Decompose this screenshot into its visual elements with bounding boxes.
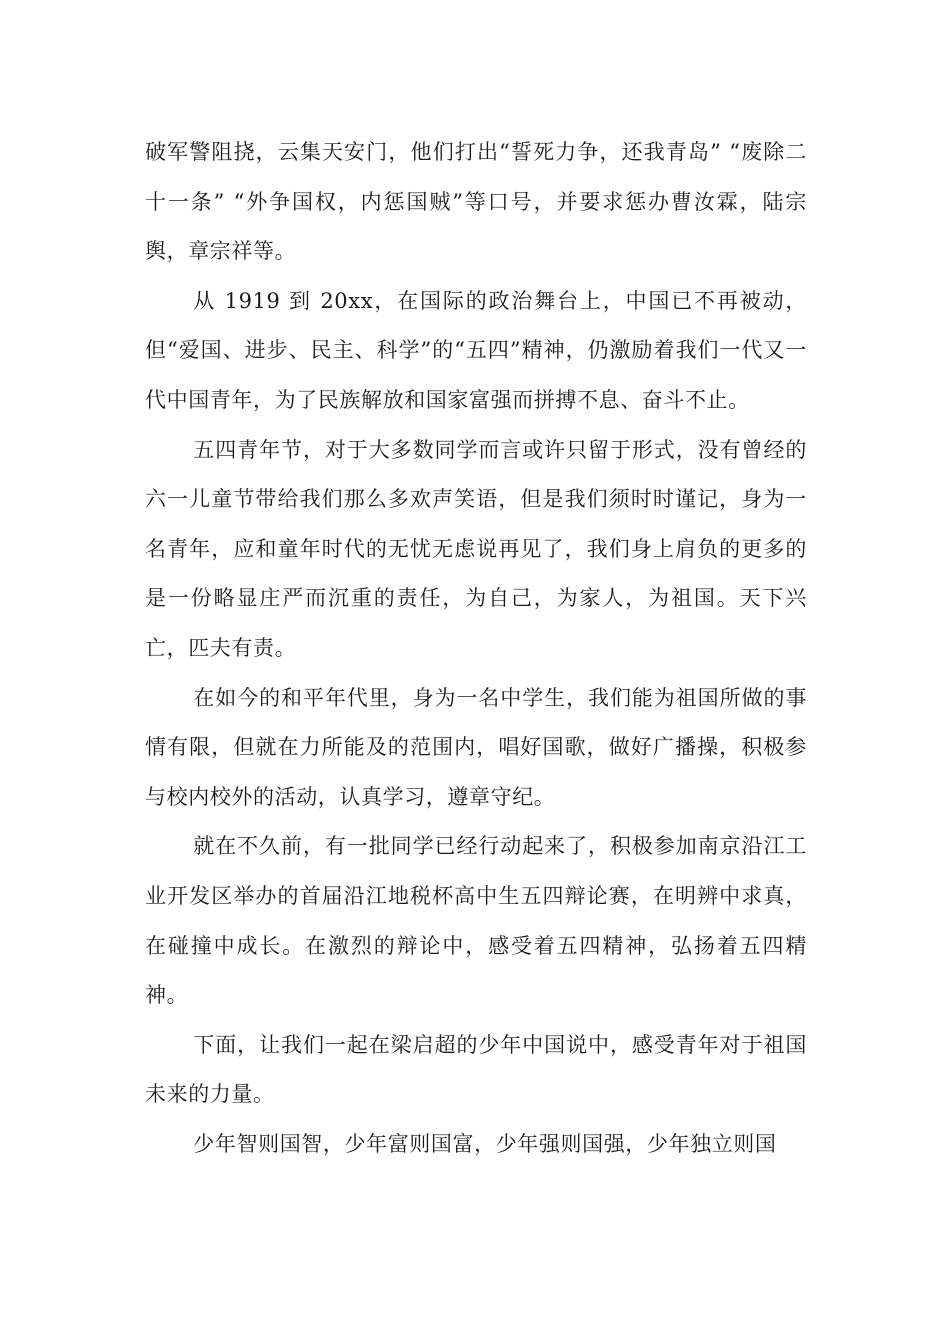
- paragraph-3: 五四青年节，对于大多数同学而言或许只留于形式，没有曾经的六一儿童节带给我们那么多欢声笑语，但是我们须时时谨记，身为一名青年，应和童年时代的无忧无虑说再见了，我们身上肩负的更多的是一份略显庄严而沉重的责任，为自己，为家人，为祖国。天下兴亡，匹夫有责。: [145, 437, 807, 660]
- paragraph-4: 在如今的和平年代里，身为一名中学生，我们能为祖国所做的事情有限，但就在力所能及的范围内，唱好国歌，做好广播操，积极参与校内校外的活动，认真学习，遵章守纪。: [145, 685, 807, 809]
- document-body: [145, 128, 807, 1169]
- paragraph-7: 少年智则国智，少年富则国富，少年强则国强，少年独立则国: [193, 1131, 777, 1156]
- paragraph-2: 从 1919 到 20xx，在国际的政治舞台上，中国已不再被动，但“爱国、进步、民主、科学”的“五四”精神，仍激励着我们一代又一代中国青年，为了民族解放和国家富强而拼搏不息、奋斗不止。: [145, 288, 807, 412]
- paragraph-5: 就在不久前，有一批同学已经行动起来了，积极参加南京沿江工业开发区举办的首届沿江地税杯高中生五四辩论赛，在明辨中求真，在碰撞中成长。在激烈的辩论中，感受着五四精神，弘扬着五四精神。: [145, 834, 807, 1008]
- paragraph-6: 下面，让我们一起在梁启超的少年中国说中，感受青年对于祖国未来的力量。: [145, 1032, 807, 1107]
- paragraph-1: 破军警阻挠，云集天安门，他们打出“誓死力争，还我青岛” “废除二十一条” “外争国权，内惩国贼”等口号，并要求惩办曹汝霖，陆宗舆，章宗祥等。: [145, 140, 807, 264]
